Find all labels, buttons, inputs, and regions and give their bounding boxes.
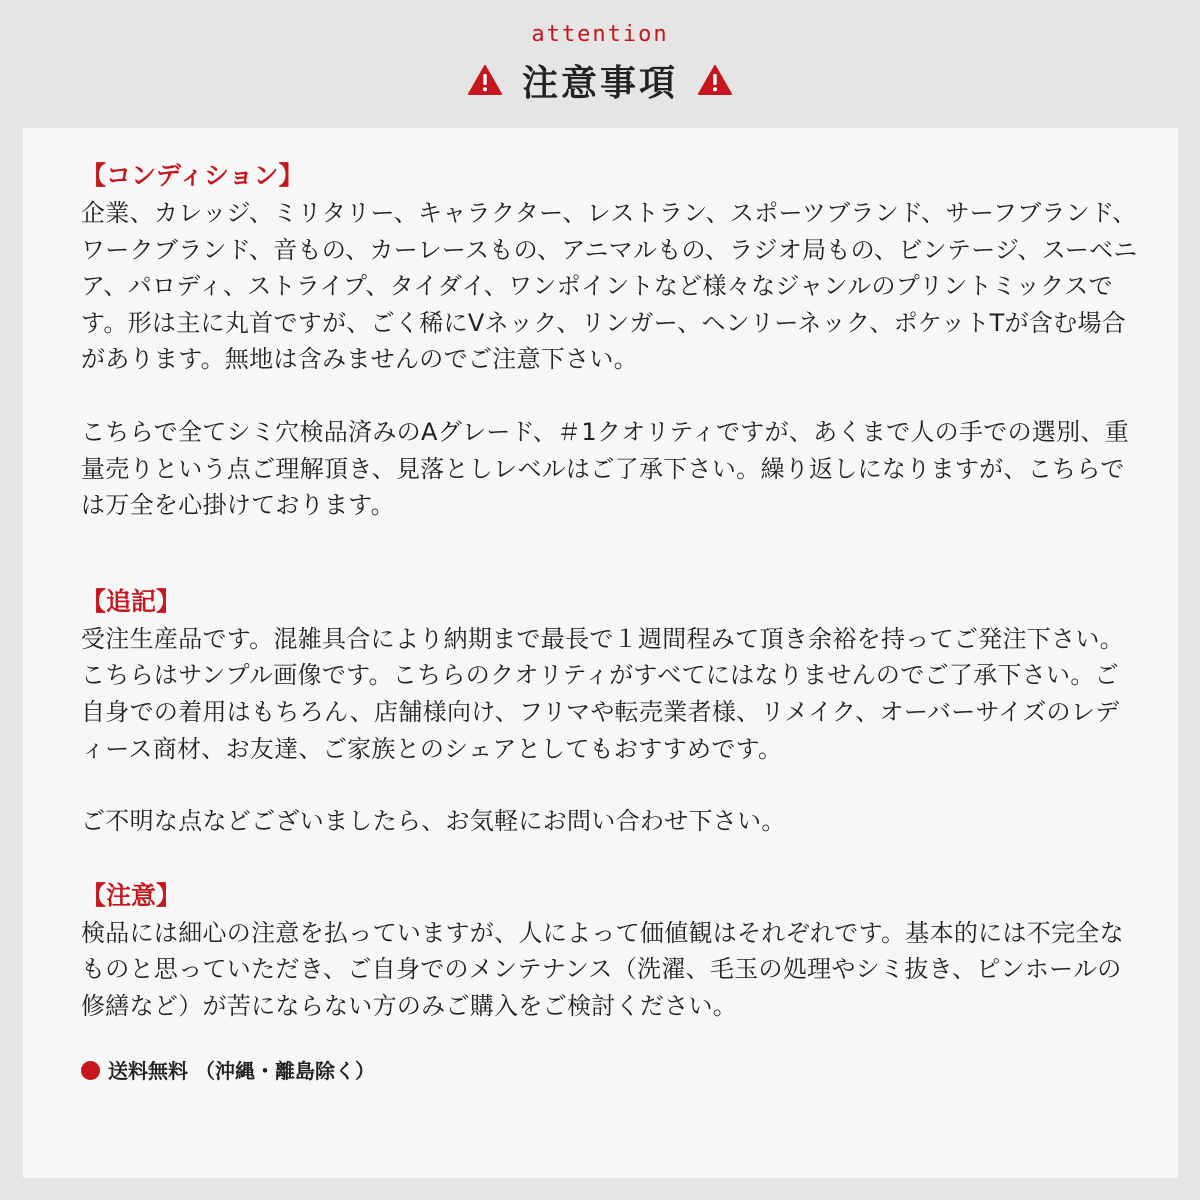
condition-paragraph-1: 企業、カレッジ、ミリタリー、キャラクター、レストラン、スポーツブランド、サーフブランド、ワークブランド、音もの、カーレースもの、アニマルもの、ラジオ局もの、ビンテージ、スーベニア、パロディ、ストライプ、タイダイ、ワンポイントなど様々なジャンルのプリントミックスです。形は主に丸首ですが、ごく稀にVネック、リンガー、ヘンリーネック、ポケットTが含む場合があります。無地は含みませんのでご注意下さい。 (81, 199, 1138, 374)
title-row (0, 54, 1200, 106)
addendum-paragraph-1: 受注生産品です。混雑具合により納期まで最長で１週間程みて頂き余裕を持ってご発注下さい。こちらはサンプル画像です。こちらのクオリティがすべてにはなりませんのでご了承下さい。ご自身での着用はもちろん、店舗様向け、フリマや転売業者様、リメイク、オーバーサイズのレディース商材、お友達、ご家族とのシェアとしてもおすすめです。 (81, 624, 1124, 763)
shipping-note (81, 1057, 1141, 1085)
warning-triangle-icon (468, 65, 502, 95)
page-title: 注意事項 (521, 62, 678, 104)
addendum-paragraph-2: ご不明な点などございましたら、お気軽にお問い合わせ下さい。 (81, 807, 786, 836)
condition-heading: 【コンディション】 (81, 161, 304, 190)
notice-content (81, 158, 1141, 1085)
warning-triangle-icon (698, 65, 732, 95)
notice-card (23, 128, 1178, 1178)
condition-paragraph-2: こちらで全てシミ穴検品済みのAグレード、＃1クオリティですが、あくまで人の手での選別、重量売りという点ご理解頂き、見落としレベルはご了承下さい。繰り返しになりますが、こちらでは万全を心掛けております。 (81, 417, 1130, 520)
header (0, 0, 1200, 128)
caution-paragraph-1: 検品には細心の注意を払っていますが、人によって価値観はそれぞれです。基本的には不完全なものと思っていただき、ご自身でのメンテナンス（洗濯、毛玉の処理やシミ抜き、ピンホールの修繕など）が苦にならない方のみご購入をご検討ください。 (81, 918, 1124, 1020)
red-dot-icon (81, 1061, 100, 1080)
caution-heading: 【注意】 (81, 880, 182, 910)
shipping-note-text: 送料無料 （沖縄・離島除く） (108, 1058, 375, 1083)
attention-label: attention (531, 22, 669, 47)
addendum-heading: 【追記】 (81, 586, 182, 616)
